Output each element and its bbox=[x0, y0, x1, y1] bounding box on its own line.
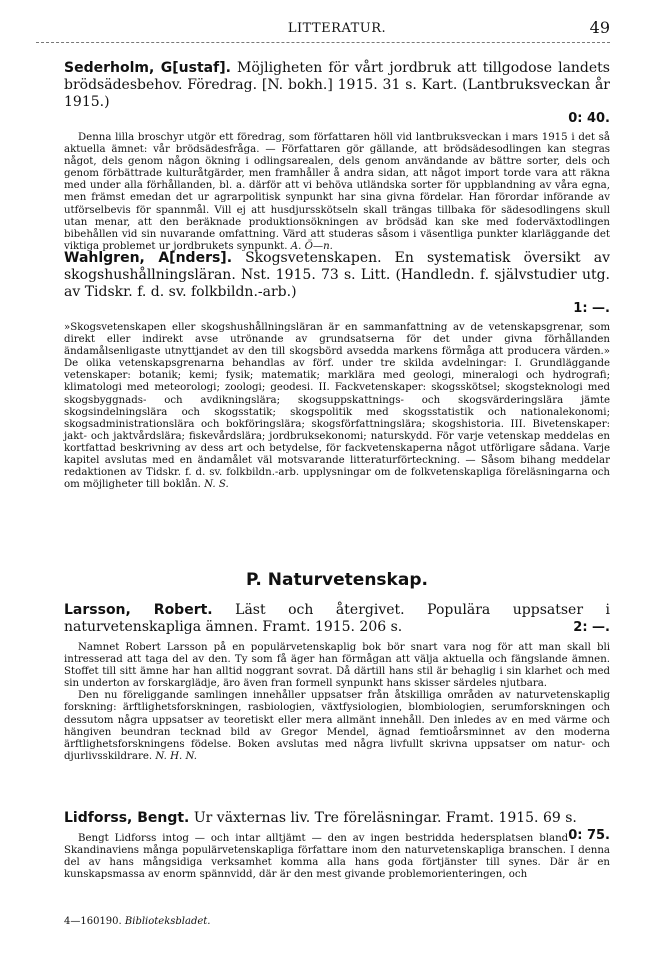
running-header bbox=[64, 18, 610, 40]
entry-price: 0: 75. bbox=[568, 828, 610, 843]
page-number: 49 bbox=[589, 18, 610, 37]
reviewer-signature: A. Ö—n. bbox=[290, 240, 333, 252]
entry-bibliography bbox=[64, 250, 610, 301]
entry-sederholm bbox=[64, 60, 610, 253]
entry-bibliography bbox=[64, 602, 610, 636]
entry-review bbox=[64, 833, 610, 881]
entry-citation: Ur växternas liv. Tre föreläsningar. Framt. 1915. 69 s. bbox=[193, 810, 577, 826]
review-paragraph: Denna lilla broschyr utgör ett föredrag, som författaren höll vid lantbruksveckan i mars 1915 i det så aktuella ämnet: vår brödsädesfråga. — Författaren gör gällande, att brödsädesodlingen kan stegras något, dels genom någon ökning i odlingsarealen, dels genom användande av bättre sorter, dels och genom förbättrade kulturåtgärder, men framhåller å andra sidan, att något import torde vara att räkna med under alla förhållanden, bl. a. därför att vi behöva utländska sorter för uppblandning av våra egna, men främst emedan det ur agrarpolitisk synpunkt har sina givna fördelar. Han förordar införande av utförselbevis för spannmål. Vill ej att husdjursskötseln skall trängas tillbaka för sädesodlingens skull utan menar, att den beräknade produktionsökningen av brödsäd kan ske med foderväxtodlingen bibehållen vid sin nuvarande omfattning. Värd att studeras såsom i väsentliga punkter klarläggande det viktiga problemet ur jordbrukets synpunkt. A. Ö—n. bbox=[64, 132, 610, 252]
entry-review bbox=[64, 132, 610, 253]
entry-citation: Skogsvetenskapen. En systematisk översikt av skogshushållningsläran. Nst. 1915. 73 s. Litt. (Handledn. f. självstudier utg. av Tidskr. f. d. sv. folkbildn.-arb.) bbox=[64, 250, 610, 300]
section-heading: P. Naturvetenskap. bbox=[246, 570, 428, 590]
footer-signature-mark: 4—160190. bbox=[64, 916, 122, 927]
entry-citation: Möjligheten för vårt jordbruk att tillgodose landets brödsädesbehov. Föredrag. [N. bokh.] 1915. 31 s. Kart. (Lantbruksveckan år 1915.) bbox=[64, 60, 610, 110]
entry-price: 1: —. bbox=[573, 301, 610, 316]
entry-review bbox=[64, 322, 610, 491]
entry-author: Wahlgren, A[nders]. bbox=[64, 250, 233, 266]
review-paragraph: Namnet Robert Larsson på en populärvetenskaplig bok bör snart vara nog för att man skall bli intresserad att taga del av den. Ty som få äger han förmågan att välja aktuella och fängslande ämnen. Stoffet till sitt ämne har han alltid noggrant sovrat. Då därtill hans stil är behaglig i sin klarhet och med sin underton av forskarglädje, äro även fran formell synpunkt hans skisser särdeles njutbara. bbox=[64, 642, 610, 690]
entry-citation: Läst och återgivet. Populära uppsatser i naturvetenskapliga ämnen. Framt. 1915. 206 s. bbox=[64, 602, 611, 635]
entry-review bbox=[64, 642, 610, 763]
header-rule bbox=[36, 42, 610, 43]
entry-price: 2: —. bbox=[573, 620, 610, 635]
entry-author: Sederholm, G[ustaf]. bbox=[64, 60, 231, 76]
review-paragraph: Den nu föreliggande samlingen innehåller uppsatser från åtskilliga områden av naturvetenskaplig forskning: ärftlighetsforskningen, rasbiologien, växtfysiologien, blombiologien, serumforskningen och dessutom några uppsatser av teoretiskt eller mera allmänt innehåll. Den inledes av en med värme och hängiven beundran tecknad bild av Gregor Mendel, ägnad femtioårsminnet av den moderna ärftlighetsforskningens födelse. Boken avslutas med några livfullt skrivna uppsatser om natur- och djurlivsskildrare. N. H. N. bbox=[64, 690, 610, 762]
entry-author: Lidforss, Bengt. bbox=[64, 810, 190, 826]
entry-author: Larsson, Robert. bbox=[64, 602, 213, 618]
entry-bibliography bbox=[64, 810, 610, 843]
entry-bibliography bbox=[64, 60, 610, 111]
entry-price: 0: 40. bbox=[568, 111, 610, 126]
footer-publication: Biblioteksbladet. bbox=[124, 916, 211, 927]
header-title: LITTERATUR. bbox=[287, 21, 387, 36]
entry-wahlgren bbox=[64, 250, 610, 491]
review-paragraph: Bengt Lidforss intog — och intar alltjämt — den av ingen bestridda hedersplatsen bland Skandinaviens många populärvetenskapliga författare inom den naturvetenskapliga branschen. I denna del av hans mångsidiga verksamhet komma alla hans goda förtjänster till synes. Där är en kunskapsmassa av enorm spännvidd, där är den mest givande problemorienteringen, och bbox=[64, 833, 610, 881]
review-paragraph: »Skogsvetenskapen eller skogshushållningsläran är en sammanfattning av de vetenskapsgrenar, som direkt eller indirekt avse utrönande av grundsatserna för det under givna förhållanden ändamålsenligaste utnyttjandet av den till skogsbörd avsedda markens förmåga att producera värden.» De olika vetenskapsgrenarna behandlas av förf. under tre skilda avdelningar: I. Grundläggande vetenskaper: botanik; kemi; fysik; matematik; marklära med geologi, mineralogi och hydrografi; klimatologi med meteorologi; zoologi; geodesi. II. Fackvetenskaper: skogsskötsel; skogsteknologi med skogsbyggnads- och avdikningslära; skogsuppskattnings- och skogsvärderingslära jämte skogsindelningslära och skogsstatik; skogspolitik med skogsstatistik och nationalekonomi; skogsadministrationslära och bokföringslära; skogsförfattningslära; skogshistoria. III. Bivetenskaper: jakt- och jaktvårdslära; fiskevårdslära; jordbruksekonomi; naturskydd. För varje vetenskap meddelas en kortfattad beskrivning av dess art och betydelse, för fackvetenskaperna något utförligare sådana. Varje kapitel avslutas med en ändamålet väl motsvarande litteraturförteckning. — Såsom bihang meddelar redaktionen av Tidskr. f. d. sv. folkbildn.-arb. upplysningar om de folkvetenskapliga föreläsningarna och om möjligheter till boklån. N. S. bbox=[64, 322, 610, 491]
reviewer-signature: N. S. bbox=[204, 479, 229, 491]
entry-lidforss bbox=[64, 810, 610, 881]
page-footer bbox=[64, 916, 210, 927]
entry-larsson bbox=[64, 602, 610, 763]
reviewer-signature: N. H. N. bbox=[155, 750, 197, 762]
